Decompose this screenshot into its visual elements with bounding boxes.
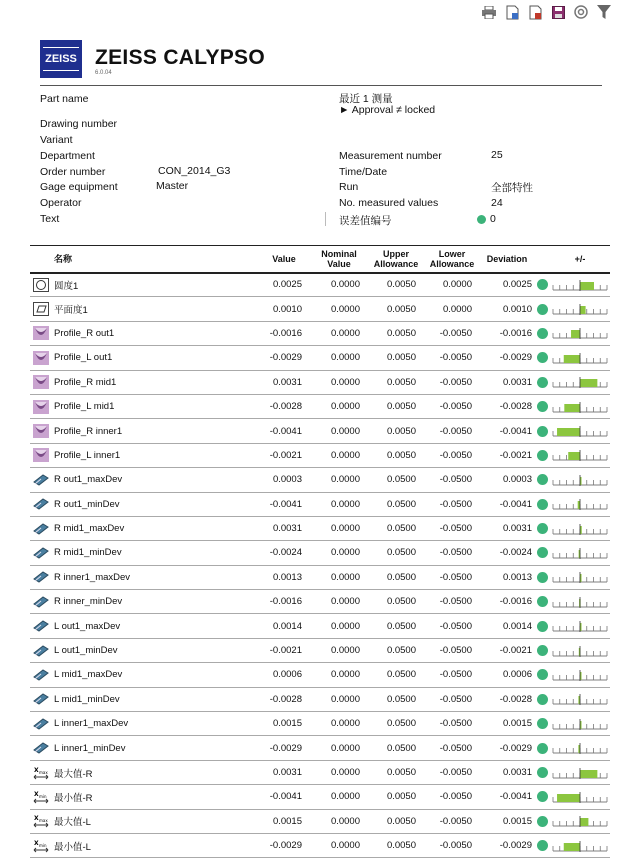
probe-icon xyxy=(30,712,52,736)
status-ok-icon xyxy=(534,419,550,443)
characteristic-name: Profile_R mid1 xyxy=(52,370,258,394)
toolbar xyxy=(481,4,612,20)
probe-icon xyxy=(30,663,52,687)
table-row xyxy=(30,785,610,809)
order-number-value: CON_2014_G3 xyxy=(158,165,231,177)
table-row xyxy=(30,492,610,516)
status-ok-icon xyxy=(534,394,550,418)
probe-icon xyxy=(30,541,52,565)
svg-text:X: X xyxy=(34,790,39,798)
approval-status: ► Approval ≠ locked xyxy=(339,104,436,116)
deviation-gauge xyxy=(550,346,610,370)
status-ok-icon xyxy=(534,443,550,467)
status-ok-icon xyxy=(477,215,486,224)
characteristic-name: R out1_minDev xyxy=(52,492,258,516)
upper-allowance: 0.0050 xyxy=(368,370,424,394)
table-row xyxy=(30,833,610,857)
svg-text:X: X xyxy=(34,815,39,823)
header-divider xyxy=(40,85,602,86)
table-row xyxy=(30,468,610,492)
lower-allowance: -0.0500 xyxy=(424,541,480,565)
nominal-value: 0.0000 xyxy=(310,785,368,809)
deviation-value: -0.0024 xyxy=(480,541,534,565)
status-ok-icon xyxy=(534,736,550,760)
table-row xyxy=(30,273,610,297)
text-label: Text xyxy=(40,213,60,225)
table-row xyxy=(30,321,610,345)
nominal-value: 0.0000 xyxy=(310,712,368,736)
lower-allowance: -0.0050 xyxy=(424,370,480,394)
lower-allowance: -0.0500 xyxy=(424,638,480,662)
upper-allowance: 0.0500 xyxy=(368,614,424,638)
measured-value: -0.0021 xyxy=(258,638,310,662)
characteristic-name: Profile_L out1 xyxy=(52,346,258,370)
lower-allowance: -0.0050 xyxy=(424,346,480,370)
xmin-icon xyxy=(30,785,52,809)
product-version: 6.0.04 xyxy=(95,70,112,76)
deviation-value: 0.0015 xyxy=(480,809,534,833)
xmax-icon xyxy=(30,760,52,784)
lower-allowance: -0.0050 xyxy=(424,394,480,418)
deviation-value: 0.0010 xyxy=(480,297,534,321)
table-row xyxy=(30,760,610,784)
header-upper: Upper Allowance xyxy=(368,246,424,273)
operator-label: Operator xyxy=(40,197,82,209)
measured-value: -0.0028 xyxy=(258,394,310,418)
deviation-value: -0.0016 xyxy=(480,321,534,345)
deviation-value: 0.0031 xyxy=(480,370,534,394)
deviation-gauge xyxy=(550,370,610,394)
status-ok-icon xyxy=(534,516,550,540)
measured-value: -0.0029 xyxy=(258,736,310,760)
characteristic-name: 平面度1 xyxy=(52,297,258,321)
table-header-row xyxy=(30,246,610,273)
characteristic-name: 圆度1 xyxy=(52,273,258,297)
nominal-value: 0.0000 xyxy=(310,321,368,345)
deviation-gauge xyxy=(550,394,610,418)
characteristic-name: L out1_minDev xyxy=(52,638,258,662)
lower-allowance: -0.0500 xyxy=(424,565,480,589)
xmax-icon xyxy=(30,809,52,833)
status-ok-icon xyxy=(534,565,550,589)
lower-allowance: -0.0050 xyxy=(424,443,480,467)
zeiss-logo xyxy=(40,40,82,78)
measured-value: 0.0031 xyxy=(258,760,310,784)
deviation-gauge xyxy=(550,419,610,443)
nominal-value: 0.0000 xyxy=(310,614,368,638)
deviation-gauge xyxy=(550,687,610,711)
profile-icon xyxy=(30,419,52,443)
status-ok-icon xyxy=(534,273,550,297)
lower-allowance: -0.0050 xyxy=(424,785,480,809)
status-ok-icon xyxy=(534,541,550,565)
upper-allowance: 0.0500 xyxy=(368,516,424,540)
lower-allowance: -0.0500 xyxy=(424,516,480,540)
nominal-value: 0.0000 xyxy=(310,809,368,833)
settings-icon[interactable] xyxy=(573,4,589,20)
characteristic-name: L mid1_minDev xyxy=(52,687,258,711)
probe-icon xyxy=(30,492,52,516)
deviation-gauge xyxy=(550,541,610,565)
probe-icon xyxy=(30,687,52,711)
probe-icon xyxy=(30,516,52,540)
status-ok-icon xyxy=(534,760,550,784)
header-lower: Lower Allowance xyxy=(424,246,480,273)
deviation-value: -0.0029 xyxy=(480,736,534,760)
svg-text:max: max xyxy=(39,818,48,824)
nominal-value: 0.0000 xyxy=(310,590,368,614)
flatness-icon xyxy=(30,297,52,321)
table-row xyxy=(30,809,610,833)
characteristic-name: R inner1_maxDev xyxy=(52,565,258,589)
lower-allowance: -0.0500 xyxy=(424,492,480,516)
upper-allowance: 0.0500 xyxy=(368,736,424,760)
deviation-value: -0.0021 xyxy=(480,638,534,662)
lower-allowance: -0.0500 xyxy=(424,712,480,736)
characteristic-name: Profile_L inner1 xyxy=(52,443,258,467)
measured-value: -0.0041 xyxy=(258,492,310,516)
measured-values-label: No. measured values xyxy=(339,197,439,209)
svg-text:min: min xyxy=(39,842,47,848)
measured-value: 0.0025 xyxy=(258,273,310,297)
table-row xyxy=(30,541,610,565)
upper-allowance: 0.0050 xyxy=(368,809,424,833)
deviation-gauge xyxy=(550,638,610,662)
lower-allowance: -0.0500 xyxy=(424,614,480,638)
characteristic-name: L out1_maxDev xyxy=(52,614,258,638)
measured-value: -0.0028 xyxy=(258,687,310,711)
nominal-value: 0.0000 xyxy=(310,394,368,418)
upper-allowance: 0.0050 xyxy=(368,785,424,809)
measured-value: 0.0013 xyxy=(258,565,310,589)
nominal-value: 0.0000 xyxy=(310,663,368,687)
upper-allowance: 0.0050 xyxy=(368,394,424,418)
lower-allowance: -0.0500 xyxy=(424,663,480,687)
deviation-gauge xyxy=(550,760,610,784)
characteristic-name: 最小值-R xyxy=(52,785,258,809)
lower-allowance: -0.0500 xyxy=(424,468,480,492)
recent-measure: 最近 1 测量 xyxy=(339,93,393,105)
save-icon[interactable] xyxy=(550,4,566,20)
deviation-value: 0.0006 xyxy=(480,663,534,687)
upper-allowance: 0.0500 xyxy=(368,565,424,589)
status-ok-icon xyxy=(534,712,550,736)
deviation-value: 0.0031 xyxy=(480,516,534,540)
probe-icon xyxy=(30,590,52,614)
deviation-value: -0.0029 xyxy=(480,346,534,370)
measured-value: 0.0031 xyxy=(258,516,310,540)
deviation-gauge xyxy=(550,297,610,321)
svg-text:X: X xyxy=(34,839,39,847)
upper-allowance: 0.0050 xyxy=(368,419,424,443)
probe-icon xyxy=(30,565,52,589)
profile-icon xyxy=(30,321,52,345)
nominal-value: 0.0000 xyxy=(310,297,368,321)
deviation-gauge xyxy=(550,833,610,857)
upper-allowance: 0.0050 xyxy=(368,443,424,467)
profile-icon xyxy=(30,346,52,370)
status-ok-icon xyxy=(534,687,550,711)
deviation-gauge xyxy=(550,273,610,297)
deviation-value: -0.0041 xyxy=(480,492,534,516)
lower-allowance: -0.0050 xyxy=(424,760,480,784)
nominal-value: 0.0000 xyxy=(310,443,368,467)
header-name: 名称 xyxy=(52,246,258,273)
document-icon[interactable] xyxy=(504,4,520,20)
table-row xyxy=(30,712,610,736)
lower-allowance: -0.0050 xyxy=(424,321,480,345)
nominal-value: 0.0000 xyxy=(310,736,368,760)
nominal-value: 0.0000 xyxy=(310,565,368,589)
measured-value: -0.0016 xyxy=(258,321,310,345)
lower-allowance: -0.0500 xyxy=(424,687,480,711)
results-table xyxy=(30,245,610,858)
deviation-value: -0.0028 xyxy=(480,687,534,711)
deviation-gauge xyxy=(550,736,610,760)
measured-value: 0.0010 xyxy=(258,297,310,321)
gage-equipment-value: Master xyxy=(156,180,189,192)
header-plus-minus: +/- xyxy=(550,246,610,273)
pdf-export-icon[interactable] xyxy=(527,4,543,20)
nominal-value: 0.0000 xyxy=(310,516,368,540)
header-nominal: Nominal Value xyxy=(310,246,368,273)
characteristic-name: Profile_R inner1 xyxy=(52,419,258,443)
deviation-gauge xyxy=(550,663,610,687)
table-row xyxy=(30,516,610,540)
lower-allowance: -0.0500 xyxy=(424,736,480,760)
characteristic-name: R out1_maxDev xyxy=(52,468,258,492)
upper-allowance: 0.0050 xyxy=(368,760,424,784)
deviation-gauge xyxy=(550,809,610,833)
department-label: Department xyxy=(40,150,95,162)
measured-values-value: 24 xyxy=(491,197,503,209)
table-row xyxy=(30,687,610,711)
measured-value: -0.0041 xyxy=(258,785,310,809)
status-ok-icon xyxy=(534,321,550,345)
profile-icon xyxy=(30,370,52,394)
status-ok-icon xyxy=(534,614,550,638)
measured-value: -0.0041 xyxy=(258,419,310,443)
deviation-value: 0.0014 xyxy=(480,614,534,638)
upper-allowance: 0.0500 xyxy=(368,468,424,492)
deviation-value: -0.0016 xyxy=(480,590,534,614)
deviation-value: 0.0031 xyxy=(480,760,534,784)
table-row xyxy=(30,370,610,394)
characteristic-name: L inner1_minDev xyxy=(52,736,258,760)
nominal-value: 0.0000 xyxy=(310,419,368,443)
upper-allowance: 0.0050 xyxy=(368,346,424,370)
probe-icon xyxy=(30,638,52,662)
measured-value: -0.0021 xyxy=(258,443,310,467)
filter-icon[interactable] xyxy=(596,4,612,20)
nominal-value: 0.0000 xyxy=(310,346,368,370)
deviation-value: -0.0029 xyxy=(480,833,534,857)
table-row xyxy=(30,394,610,418)
svg-text:min: min xyxy=(39,793,47,799)
lower-allowance: 0.0000 xyxy=(424,273,480,297)
status-ok-icon xyxy=(534,663,550,687)
xmin-icon xyxy=(30,833,52,857)
upper-allowance: 0.0500 xyxy=(368,687,424,711)
nominal-value: 0.0000 xyxy=(310,370,368,394)
measured-value: -0.0029 xyxy=(258,833,310,857)
deviation-gauge xyxy=(550,516,610,540)
profile-icon xyxy=(30,443,52,467)
lower-allowance: -0.0050 xyxy=(424,419,480,443)
status-ok-icon xyxy=(534,833,550,857)
deviation-gauge xyxy=(550,565,610,589)
status-ok-icon xyxy=(534,590,550,614)
measurement-number-value: 25 xyxy=(491,149,503,161)
printer-icon[interactable] xyxy=(481,4,497,20)
lower-allowance: 0.0000 xyxy=(424,297,480,321)
nominal-value: 0.0000 xyxy=(310,541,368,565)
nominal-value: 0.0000 xyxy=(310,492,368,516)
characteristic-name: 最大值-R xyxy=(52,760,258,784)
drawing-number-label: Drawing number xyxy=(40,118,118,130)
probe-icon xyxy=(30,736,52,760)
part-name-label: Part name xyxy=(40,93,89,105)
logo-text: ZEISS xyxy=(45,53,77,65)
measured-value: 0.0014 xyxy=(258,614,310,638)
gage-equipment-label: Gage equipment xyxy=(40,181,118,193)
deviation-value: 0.0003 xyxy=(480,468,534,492)
characteristic-name: L inner1_maxDev xyxy=(52,712,258,736)
table-row xyxy=(30,443,610,467)
svg-text:X: X xyxy=(34,766,39,774)
status-ok-icon xyxy=(534,346,550,370)
measured-value: -0.0016 xyxy=(258,590,310,614)
measured-value: 0.0015 xyxy=(258,712,310,736)
nominal-value: 0.0000 xyxy=(310,687,368,711)
order-number-label: Order number xyxy=(40,166,106,178)
lower-allowance: -0.0050 xyxy=(424,833,480,857)
measured-value: -0.0029 xyxy=(258,346,310,370)
characteristic-name: 最小值-L xyxy=(52,833,258,857)
characteristic-name: L mid1_maxDev xyxy=(52,663,258,687)
header-value: Value xyxy=(258,246,310,273)
deviation-gauge xyxy=(550,321,610,345)
upper-allowance: 0.0500 xyxy=(368,492,424,516)
status-ok-icon xyxy=(534,492,550,516)
upper-allowance: 0.0500 xyxy=(368,590,424,614)
upper-allowance: 0.0500 xyxy=(368,663,424,687)
error-count: 0 xyxy=(490,213,496,225)
characteristic-name: R inner_minDev xyxy=(52,590,258,614)
table-row xyxy=(30,736,610,760)
upper-allowance: 0.0050 xyxy=(368,273,424,297)
measurement-number-label: Measurement number xyxy=(339,150,442,162)
deviation-value: -0.0021 xyxy=(480,443,534,467)
variant-label: Variant xyxy=(40,134,73,146)
status-ok-icon xyxy=(534,297,550,321)
time-date-label: Time/Date xyxy=(339,166,388,178)
deviation-gauge xyxy=(550,590,610,614)
error-value xyxy=(477,213,496,225)
deviation-gauge xyxy=(550,443,610,467)
probe-icon xyxy=(30,614,52,638)
characteristic-name: R mid1_maxDev xyxy=(52,516,258,540)
roundness-icon xyxy=(30,273,52,297)
status-ok-icon xyxy=(534,785,550,809)
nominal-value: 0.0000 xyxy=(310,760,368,784)
measured-value: 0.0015 xyxy=(258,809,310,833)
table-row xyxy=(30,614,610,638)
column-separator xyxy=(325,212,326,226)
probe-icon xyxy=(30,468,52,492)
run-label: Run xyxy=(339,181,359,193)
table-row xyxy=(30,663,610,687)
nominal-value: 0.0000 xyxy=(310,468,368,492)
profile-icon xyxy=(30,394,52,418)
table-row xyxy=(30,565,610,589)
nominal-value: 0.0000 xyxy=(310,638,368,662)
characteristic-name: Profile_L mid1 xyxy=(52,394,258,418)
upper-allowance: 0.0050 xyxy=(368,833,424,857)
table-row xyxy=(30,297,610,321)
upper-allowance: 0.0500 xyxy=(368,541,424,565)
deviation-gauge xyxy=(550,614,610,638)
deviation-value: 0.0025 xyxy=(480,273,534,297)
status-ok-icon xyxy=(534,809,550,833)
deviation-gauge xyxy=(550,492,610,516)
lower-allowance: -0.0500 xyxy=(424,590,480,614)
measured-value: 0.0006 xyxy=(258,663,310,687)
table-row xyxy=(30,590,610,614)
status-ok-icon xyxy=(534,638,550,662)
deviation-value: 0.0013 xyxy=(480,565,534,589)
table-row xyxy=(30,419,610,443)
deviation-gauge xyxy=(550,785,610,809)
table-row xyxy=(30,346,610,370)
nominal-value: 0.0000 xyxy=(310,833,368,857)
upper-allowance: 0.0500 xyxy=(368,712,424,736)
deviation-value: 0.0015 xyxy=(480,712,534,736)
deviation-value: -0.0028 xyxy=(480,394,534,418)
product-title: ZEISS CALYPSO xyxy=(95,46,266,69)
error-label: 误差值编号 xyxy=(339,215,392,227)
deviation-value: -0.0041 xyxy=(480,785,534,809)
status-ok-icon xyxy=(534,468,550,492)
svg-text:max: max xyxy=(39,769,48,775)
run-value: 全部特性 xyxy=(491,182,533,194)
measured-value: 0.0031 xyxy=(258,370,310,394)
status-ok-icon xyxy=(534,370,550,394)
deviation-gauge xyxy=(550,712,610,736)
upper-allowance: 0.0500 xyxy=(368,638,424,662)
characteristic-name: 最大值-L xyxy=(52,809,258,833)
header-deviation: Deviation xyxy=(480,246,534,273)
deviation-value: -0.0041 xyxy=(480,419,534,443)
nominal-value: 0.0000 xyxy=(310,273,368,297)
characteristic-name: R mid1_minDev xyxy=(52,541,258,565)
upper-allowance: 0.0050 xyxy=(368,321,424,345)
lower-allowance: -0.0050 xyxy=(424,809,480,833)
upper-allowance: 0.0050 xyxy=(368,297,424,321)
measured-value: -0.0024 xyxy=(258,541,310,565)
deviation-gauge xyxy=(550,468,610,492)
table-row xyxy=(30,638,610,662)
characteristic-name: Profile_R out1 xyxy=(52,321,258,345)
measured-value: 0.0003 xyxy=(258,468,310,492)
